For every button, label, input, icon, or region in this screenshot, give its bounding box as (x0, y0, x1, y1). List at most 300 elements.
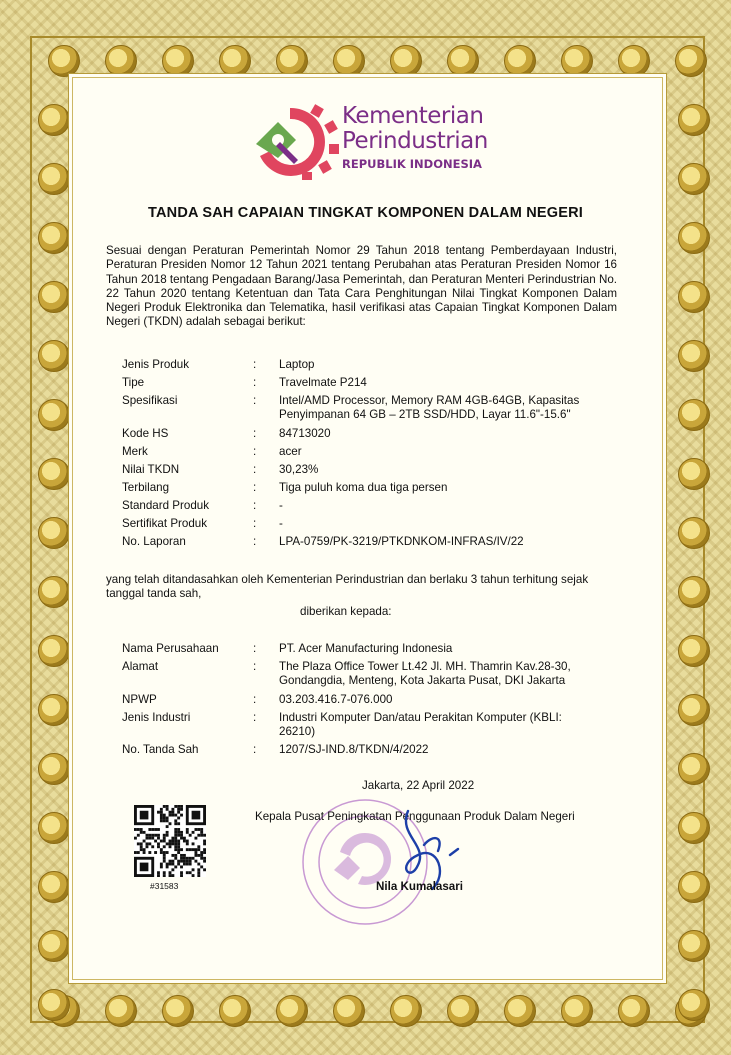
qr-module (194, 860, 197, 863)
qr-module (174, 845, 177, 848)
border-medallion-icon (38, 281, 70, 313)
qr-module (174, 822, 177, 825)
border-medallion-icon (678, 930, 710, 962)
qr-module (186, 860, 189, 863)
qr-module (163, 819, 166, 822)
qr-module (194, 851, 197, 854)
qr-module (137, 834, 140, 837)
qr-module (160, 808, 163, 811)
qr-module (171, 863, 174, 866)
qr-module (174, 805, 177, 808)
qr-module (174, 865, 177, 868)
qr-module (197, 871, 200, 874)
qr-module (192, 868, 195, 871)
border-medallion-icon (678, 694, 710, 726)
detail-value: 84713020 (279, 427, 331, 440)
detail-separator: : (253, 711, 257, 724)
qr-module (180, 834, 183, 837)
qr-module (160, 848, 163, 851)
qr-module (148, 837, 151, 840)
qr-module (186, 848, 189, 851)
qr-module (186, 863, 189, 866)
detail-value: 03.203.416.7-076.000 (279, 693, 393, 706)
detail-label: Spesifikasi (122, 394, 178, 407)
border-medallion-icon (276, 995, 308, 1027)
detail-label: Nama Perusahaan (122, 642, 219, 655)
signature-date: Jakarta, 22 April 2022 (362, 779, 475, 792)
qr-module (157, 871, 160, 874)
qr-module (171, 874, 174, 877)
detail-value: Laptop (279, 358, 315, 371)
qr-module (169, 863, 172, 866)
qr-finder-center (192, 811, 201, 820)
qr-module (197, 828, 200, 831)
logo-line-kementerian: Kementerian (342, 103, 484, 129)
validity-paragraph: yang telah ditandasahkan oleh Kementerian Perindustrian dan berlaku 3 tahun terhitung sejak tanggal tanda sah, (106, 573, 589, 601)
qr-module (163, 860, 166, 863)
qr-module (174, 831, 177, 834)
qr-module (177, 845, 180, 848)
qr-module (166, 842, 169, 845)
qr-module (157, 874, 160, 877)
qr-module (180, 831, 183, 834)
border-medallion-icon (678, 104, 710, 136)
qr-module (169, 871, 172, 874)
qr-module (194, 848, 197, 851)
qr-module (146, 834, 149, 837)
logo-line-republik: REPUBLIK INDONESIA (342, 157, 482, 171)
qr-module (163, 871, 166, 874)
border-medallion-icon (38, 871, 70, 903)
detail-separator: : (253, 535, 257, 548)
qr-module (180, 848, 183, 851)
qr-module (203, 868, 206, 871)
border-medallion-icon (678, 458, 710, 490)
qr-module (157, 845, 160, 848)
border-medallion-icon (678, 871, 710, 903)
qr-module (183, 863, 186, 866)
qr-module (146, 845, 149, 848)
qr-module (192, 857, 195, 860)
qr-module (180, 874, 183, 877)
qr-module (180, 837, 183, 840)
detail-row (122, 394, 602, 424)
qr-module (174, 828, 177, 831)
qr-module (177, 860, 180, 863)
qr-module (148, 842, 151, 845)
qr-module (166, 851, 169, 854)
qr-module (189, 848, 192, 851)
border-medallion-icon (38, 635, 70, 667)
border-medallion-icon (678, 989, 710, 1021)
qr-module (203, 860, 206, 863)
qr-module (197, 874, 200, 877)
detail-value: Tiga puluh koma dua tiga persen (279, 481, 448, 494)
qr-finder-center (140, 863, 149, 872)
detail-separator: : (253, 445, 257, 458)
detail-separator: : (253, 481, 257, 494)
detail-label: NPWP (122, 693, 157, 706)
qr-module (163, 854, 166, 857)
qr-module (174, 837, 177, 840)
qr-module (137, 828, 140, 831)
border-medallion-icon (390, 995, 422, 1027)
border-medallion-icon (561, 995, 593, 1027)
qr-module (177, 822, 180, 825)
qr-module (171, 842, 174, 845)
qr-module (140, 845, 143, 848)
detail-separator: : (253, 693, 257, 706)
qr-module (151, 845, 154, 848)
detail-separator: : (253, 517, 257, 530)
border-medallion-icon (675, 45, 707, 77)
qr-module (163, 817, 166, 820)
qr-module (203, 851, 206, 854)
qr-module (166, 863, 169, 866)
border-medallion-icon (38, 576, 70, 608)
border-medallion-icon (38, 989, 70, 1021)
qr-module (186, 857, 189, 860)
qr-module (143, 848, 146, 851)
qr-module (163, 845, 166, 848)
qr-module (177, 848, 180, 851)
qr-module (134, 837, 137, 840)
qr-module (166, 825, 169, 828)
border-medallion-icon (333, 995, 365, 1027)
qr-module (186, 871, 189, 874)
qr-module (137, 842, 140, 845)
qr-module (163, 874, 166, 877)
border-medallion-icon (38, 930, 70, 962)
qr-module (171, 860, 174, 863)
qr-module (163, 851, 166, 854)
intro-paragraph: Sesuai dengan Peraturan Pemerintah Nomor 29 Tahun 2018 tentang Pemberdayaan Industri, Peraturan Presiden Nomor 12 Tahun 2021 tentang Perubahan atas Peraturan Presiden Nomor 16 Tahun 2018 tentang Pengadaan Barang/Jasa Pemerintah, dan Peraturan Menteri Perindustrian No. 22 Tahun 2020 tentang Ketentuan dan Tata Cara Penghitungan Nilai Tingkat Komponen Dalam Negeri Produk Elektronika dan Telematika, hasil verifikasi atas Capaian Tingkat Komponen Dalam Negeri (TKDN) adalah sebagai berikut: (106, 244, 617, 329)
qr-module (169, 822, 172, 825)
detail-value: Intel/AMD Processor, Memory RAM 4GB-64GB, Kapasitas Penyimpanan 64 GB – 2TB SSD/HDD, Layar 11.6"-15.6" (279, 394, 580, 422)
qr-module (166, 819, 169, 822)
detail-label: No. Tanda Sah (122, 743, 199, 756)
qr-module (166, 808, 169, 811)
border-medallion-icon (678, 163, 710, 195)
qr-module (180, 805, 183, 808)
qr-module (203, 834, 206, 837)
qr-module (200, 834, 203, 837)
detail-label: No. Laporan (122, 535, 186, 548)
detail-label: Kode HS (122, 427, 169, 440)
qr-module (174, 848, 177, 851)
qr-module (177, 851, 180, 854)
detail-label: Terbilang (122, 481, 170, 494)
signer-position: Kepala Pusat Peningkatan Penggunaan Produk Dalam Negeri (255, 810, 575, 823)
qr-module (148, 834, 151, 837)
border-medallion-icon (678, 517, 710, 549)
detail-label: Sertifikat Produk (122, 517, 208, 530)
qr-module (192, 831, 195, 834)
qr-module (169, 811, 172, 814)
qr-module (160, 851, 163, 854)
detail-label: Jenis Industri (122, 711, 191, 724)
qr-module (160, 819, 163, 822)
detail-row (122, 743, 602, 773)
border-medallion-icon (678, 635, 710, 667)
qr-module (151, 834, 154, 837)
qr-module (171, 854, 174, 857)
detail-separator: : (253, 427, 257, 440)
qr-module (183, 857, 186, 860)
detail-value: LPA-0759/PK-3219/PTKDNKOM-INFRAS/IV/22 (279, 535, 524, 548)
qr-module (160, 840, 163, 843)
detail-separator: : (253, 743, 257, 756)
qr-module (163, 840, 166, 843)
logo-line-perindustrian: Perindustrian (342, 128, 488, 154)
detail-separator: : (253, 376, 257, 389)
qr-module (192, 874, 195, 877)
qr-module (169, 840, 172, 843)
qr-module (180, 857, 183, 860)
border-medallion-icon (678, 576, 710, 608)
qr-module (192, 842, 195, 845)
qr-module (148, 851, 151, 854)
border-medallion-icon (38, 222, 70, 254)
detail-label: Merk (122, 445, 148, 458)
qr-module (203, 848, 206, 851)
qr-module (171, 811, 174, 814)
border-medallion-icon (447, 995, 479, 1027)
border-medallion-icon (162, 995, 194, 1027)
qr-module (146, 842, 149, 845)
qr-module (183, 840, 186, 843)
qr-module (174, 814, 177, 817)
qr-module (189, 857, 192, 860)
qr-module (146, 837, 149, 840)
qr-module (189, 871, 192, 874)
ministry-emblem-icon (250, 100, 340, 180)
border-medallion-icon (678, 812, 710, 844)
qr-module (169, 860, 172, 863)
qr-module (180, 860, 183, 863)
qr-module (163, 805, 166, 808)
qr-module (177, 842, 180, 845)
qr-module (143, 851, 146, 854)
detail-value: acer (279, 445, 302, 458)
given-to-label: diberikan kepada: (300, 605, 392, 618)
detail-value: 1207/SJ-IND.8/TKDN/4/2022 (279, 743, 429, 756)
qr-module (200, 831, 203, 834)
qr-module (154, 851, 157, 854)
qr-module (177, 834, 180, 837)
border-medallion-icon (678, 399, 710, 431)
qr-module (197, 845, 200, 848)
border-medallion-icon (105, 995, 137, 1027)
qr-module (166, 865, 169, 868)
border-medallion-icon (38, 104, 70, 136)
qr-module (171, 808, 174, 811)
qr-module (174, 819, 177, 822)
qr-module (163, 814, 166, 817)
qr-finder-center (140, 811, 149, 820)
detail-separator: : (253, 660, 257, 673)
qr-module (180, 871, 183, 874)
qr-module (166, 834, 169, 837)
qr-module (197, 834, 200, 837)
qr-module (140, 828, 143, 831)
qr-module (180, 854, 183, 857)
qr-module (197, 854, 200, 857)
qr-module (171, 837, 174, 840)
qr-module (157, 834, 160, 837)
qr-module (177, 831, 180, 834)
detail-label: Standard Produk (122, 499, 210, 512)
border-medallion-icon (678, 340, 710, 372)
detail-value: - (279, 517, 283, 530)
qr-module (154, 828, 157, 831)
qr-module (140, 842, 143, 845)
detail-separator: : (253, 463, 257, 476)
detail-label: Tipe (122, 376, 145, 389)
border-medallion-icon (678, 281, 710, 313)
border-medallion-icon (618, 995, 650, 1027)
qr-module (183, 854, 186, 857)
qr-module (169, 842, 172, 845)
qr-module (203, 857, 206, 860)
qr-module (183, 860, 186, 863)
qr-module (166, 831, 169, 834)
qr-module (203, 842, 206, 845)
qr-module (177, 817, 180, 820)
qr-module (171, 840, 174, 843)
qr-module (137, 851, 140, 854)
qr-module (186, 842, 189, 845)
qr-module (186, 840, 189, 843)
detail-separator: : (253, 358, 257, 371)
qr-module (174, 840, 177, 843)
qr-module (203, 840, 206, 843)
qr-module (180, 865, 183, 868)
qr-module (189, 863, 192, 866)
border-medallion-icon (38, 694, 70, 726)
qr-code-icon (134, 805, 206, 877)
qr-module (174, 834, 177, 837)
border-medallion-icon (38, 399, 70, 431)
qr-module (151, 837, 154, 840)
qr-module (134, 851, 137, 854)
border-medallion-icon (38, 458, 70, 490)
qr-module (166, 805, 169, 808)
detail-value: Industri Komputer Dan/atau Perakitan Komputer (KBLI: 26210) (279, 711, 562, 739)
detail-row (122, 660, 602, 690)
detail-value: - (279, 499, 283, 512)
qr-module (140, 848, 143, 851)
qr-module (177, 828, 180, 831)
qr-module (200, 828, 203, 831)
detail-separator: : (253, 642, 257, 655)
qr-module (177, 863, 180, 866)
qr-module (171, 814, 174, 817)
detail-label: Nilai TKDN (122, 463, 180, 476)
qr-module (160, 865, 163, 868)
qr-module (157, 842, 160, 845)
detail-separator: : (253, 499, 257, 512)
detail-value: 30,23% (279, 463, 319, 476)
qr-module (189, 834, 192, 837)
qr-module (189, 860, 192, 863)
qr-module (151, 828, 154, 831)
qr-module (174, 854, 177, 857)
qr-module (194, 837, 197, 840)
qr-module (163, 857, 166, 860)
qr-module (180, 808, 183, 811)
qr-module (171, 868, 174, 871)
qr-module (154, 840, 157, 843)
qr-module (157, 811, 160, 814)
border-medallion-icon (38, 163, 70, 195)
qr-module (160, 863, 163, 866)
detail-value: The Plaza Office Tower Lt.42 Jl. MH. Thamrin Kav.28-30, Gondangdia, Menteng, Kota Jakarta Pusat, DKI Jakarta (279, 660, 571, 688)
border-medallion-icon (678, 222, 710, 254)
qr-module (200, 851, 203, 854)
qr-module (174, 842, 177, 845)
qr-module (160, 814, 163, 817)
qr-module (154, 834, 157, 837)
qr-module (163, 837, 166, 840)
qr-module (163, 834, 166, 837)
detail-separator: : (253, 394, 257, 407)
qr-module (177, 840, 180, 843)
signer-name: Nila Kumalasari (376, 880, 463, 893)
qr-module (169, 814, 172, 817)
qr-module (197, 863, 200, 866)
qr-module (192, 848, 195, 851)
border-medallion-icon (678, 753, 710, 785)
detail-row (122, 711, 602, 741)
certificate-title: TANDA SAH CAPAIAN TINGKAT KOMPONEN DALAM NEGERI (148, 205, 583, 221)
detail-value: PT. Acer Manufacturing Indonesia (279, 642, 453, 655)
qr-module (183, 837, 186, 840)
qr-module (134, 828, 137, 831)
detail-value: Travelmate P214 (279, 376, 367, 389)
border-medallion-icon (38, 340, 70, 372)
border-medallion-icon (38, 812, 70, 844)
qr-module (200, 854, 203, 857)
qr-module (177, 805, 180, 808)
qr-module (140, 831, 143, 834)
qr-module (180, 814, 183, 817)
qr-module (200, 857, 203, 860)
border-medallion-icon (38, 753, 70, 785)
qr-module (157, 828, 160, 831)
border-medallion-icon (219, 995, 251, 1027)
qr-module (143, 831, 146, 834)
qr-module (197, 848, 200, 851)
qr-number: #31583 (150, 881, 179, 891)
qr-module (166, 817, 169, 820)
qr-module (186, 831, 189, 834)
qr-module (194, 828, 197, 831)
border-medallion-icon (38, 517, 70, 549)
qr-module (160, 817, 163, 820)
qr-module (148, 828, 151, 831)
qr-module (143, 840, 146, 843)
qr-module (174, 857, 177, 860)
qr-module (197, 868, 200, 871)
qr-module (157, 837, 160, 840)
detail-label: Alamat (122, 660, 159, 673)
qr-module (177, 811, 180, 814)
qr-module (169, 874, 172, 877)
qr-module (177, 808, 180, 811)
qr-module (160, 811, 163, 814)
qr-module (169, 845, 172, 848)
